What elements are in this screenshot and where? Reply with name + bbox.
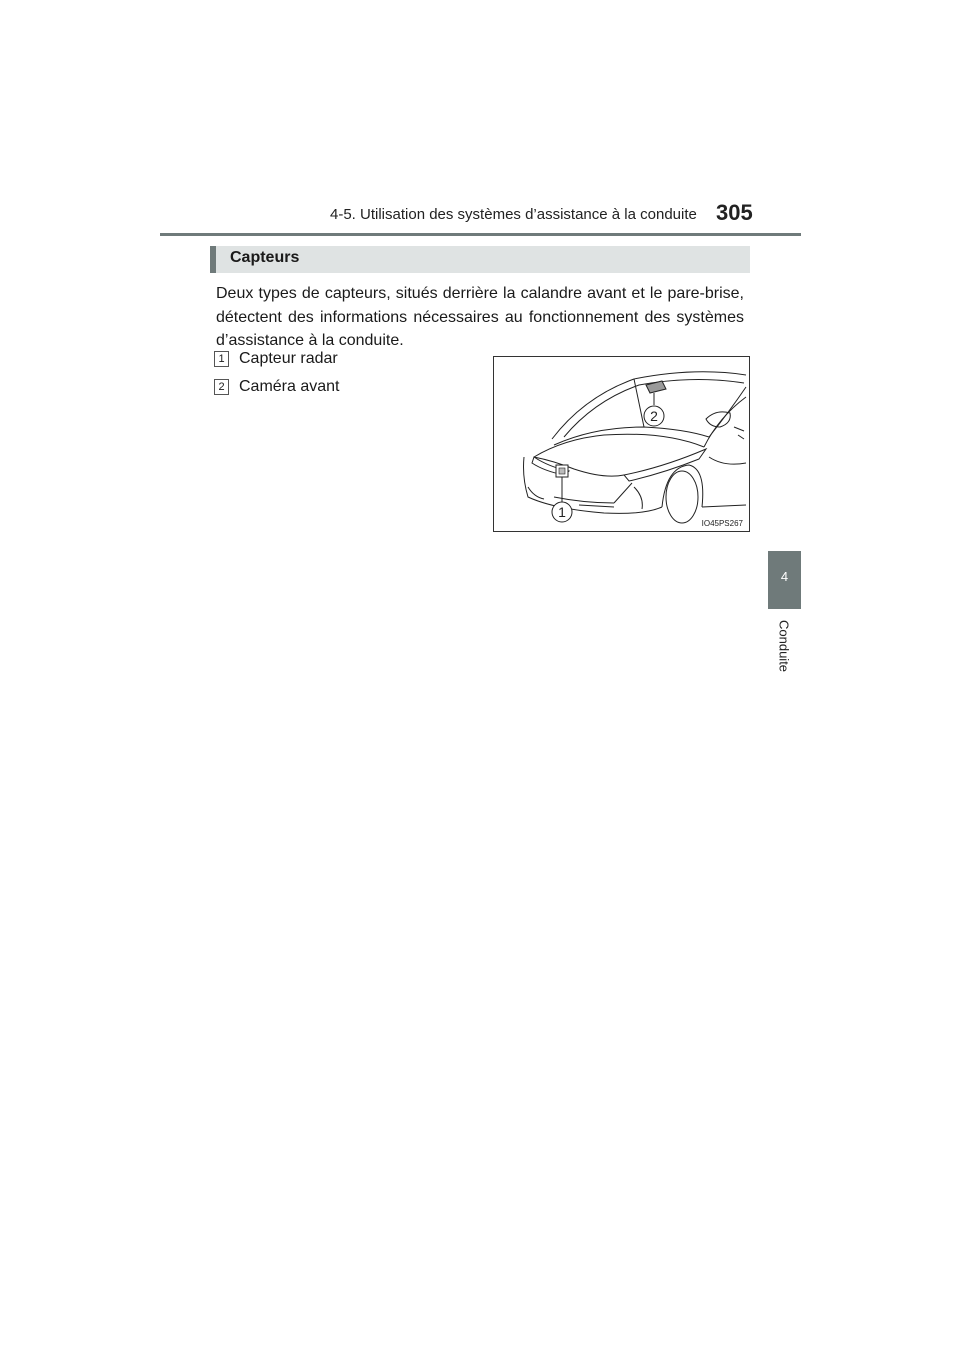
figure-callout-2: 2 [650, 408, 658, 424]
chapter-label-vertical [762, 620, 806, 680]
chapter-tab [768, 551, 801, 609]
section-title: Capteurs [230, 249, 300, 266]
callout-number-badge: 1 [214, 351, 229, 367]
callout-number-badge: 2 [214, 379, 229, 395]
figure-code: IO45PS267 [701, 519, 743, 528]
callout-item-radar [214, 350, 338, 368]
section-intro-paragraph: Deux types de capteurs, situés derrière la calandre avant et le pare-brise, détectent des informations nécessaires au fonctionnement des systèmes d’assistance à la conduite. [216, 285, 744, 349]
callout-label: Capteur radar [239, 350, 338, 367]
car-sensor-figure [493, 356, 750, 532]
section-heading-bar [210, 246, 750, 273]
chapter-number: 4 [780, 569, 789, 584]
callout-label: Caméra avant [239, 378, 340, 395]
car-front-sensor-illustration-icon [494, 357, 750, 532]
page-header-title: 4-5. Utilisation des systèmes d’assistance à la conduite [330, 206, 697, 223]
header-divider [160, 233, 801, 236]
callout-item-camera [214, 378, 340, 396]
page-number: 305 [716, 200, 753, 225]
chapter-label: Conduite [776, 620, 792, 673]
figure-callout-1: 1 [558, 504, 566, 520]
